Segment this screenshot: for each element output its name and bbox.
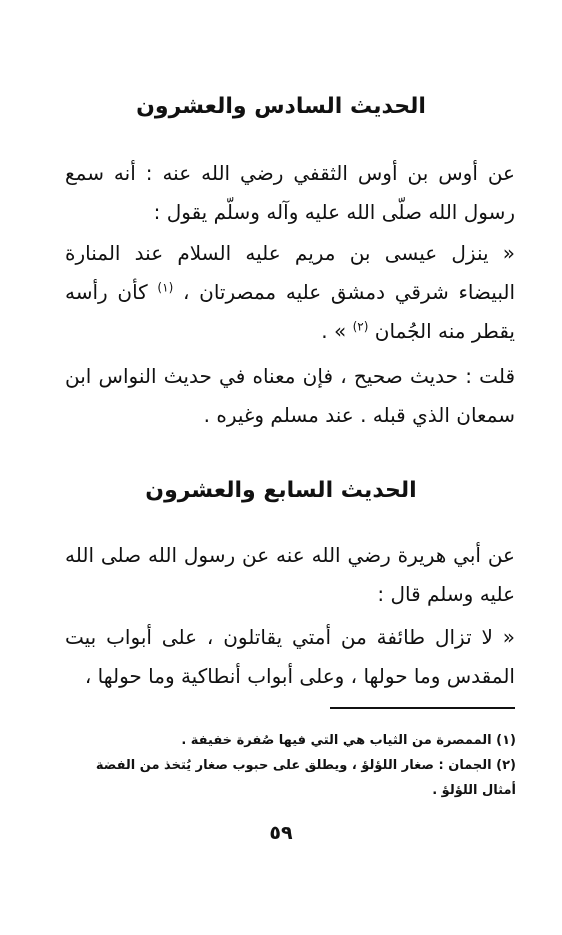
footnote-ref-2: (٢) [352, 319, 369, 334]
hadith-26-heading: الحديث السادس والعشرون [136, 94, 426, 119]
footnote-separator [330, 707, 515, 709]
hadith-26-intro: عن أوس بن أوس الثقفي رضي الله عنه : أنه سمع رسول الله صلّى الله عليه وآله وسلّم يقول : [65, 161, 515, 224]
footnotes [60, 728, 516, 803]
footnote-1: (١) الممصرة من الثياب هي التي فيها صُفرة خفيفة . [181, 733, 516, 748]
hadith-27-heading: الحديث السابع والعشرون [145, 478, 417, 503]
hadith-26-quote-end: » . [321, 319, 353, 343]
footnote-ref-1: (١) [157, 280, 174, 295]
hadith-26-comment: قلت : حديث صحيح ، فإن معناه في حديث النواس ابن سمعان الذي قبله . عند مسلم وغيره . [65, 364, 515, 427]
page-number: ٥٩ [269, 822, 293, 844]
hadith-26-quote [65, 234, 515, 351]
hadith-27-quote: « لا تزال طائفة من أمتي يقاتلون ، على أبواب بيت المقدس وما حولها ، وعلى أبواب أنطاكية وما حولها ، [65, 625, 515, 688]
hadith-26-quote-part2: كأن رأسه يقطر منه الجُمان [65, 280, 515, 343]
hadith-26-quote-part1: « ينزل عيسى بن مريم عليه السلام عند المنارة البيضاء شرقي دمشق عليه ممصرتان ، [65, 241, 515, 304]
hadith-27-intro: عن أبي هريرة رضي الله عنه عن رسول الله صلى الله عليه وسلم قال : [65, 543, 515, 606]
footnote-2: (٢) الجمان : صغار اللؤلؤ ، ويطلق على حبوب صغار يُتخذ من الفضة أمثال اللؤلؤ . [95, 758, 516, 798]
